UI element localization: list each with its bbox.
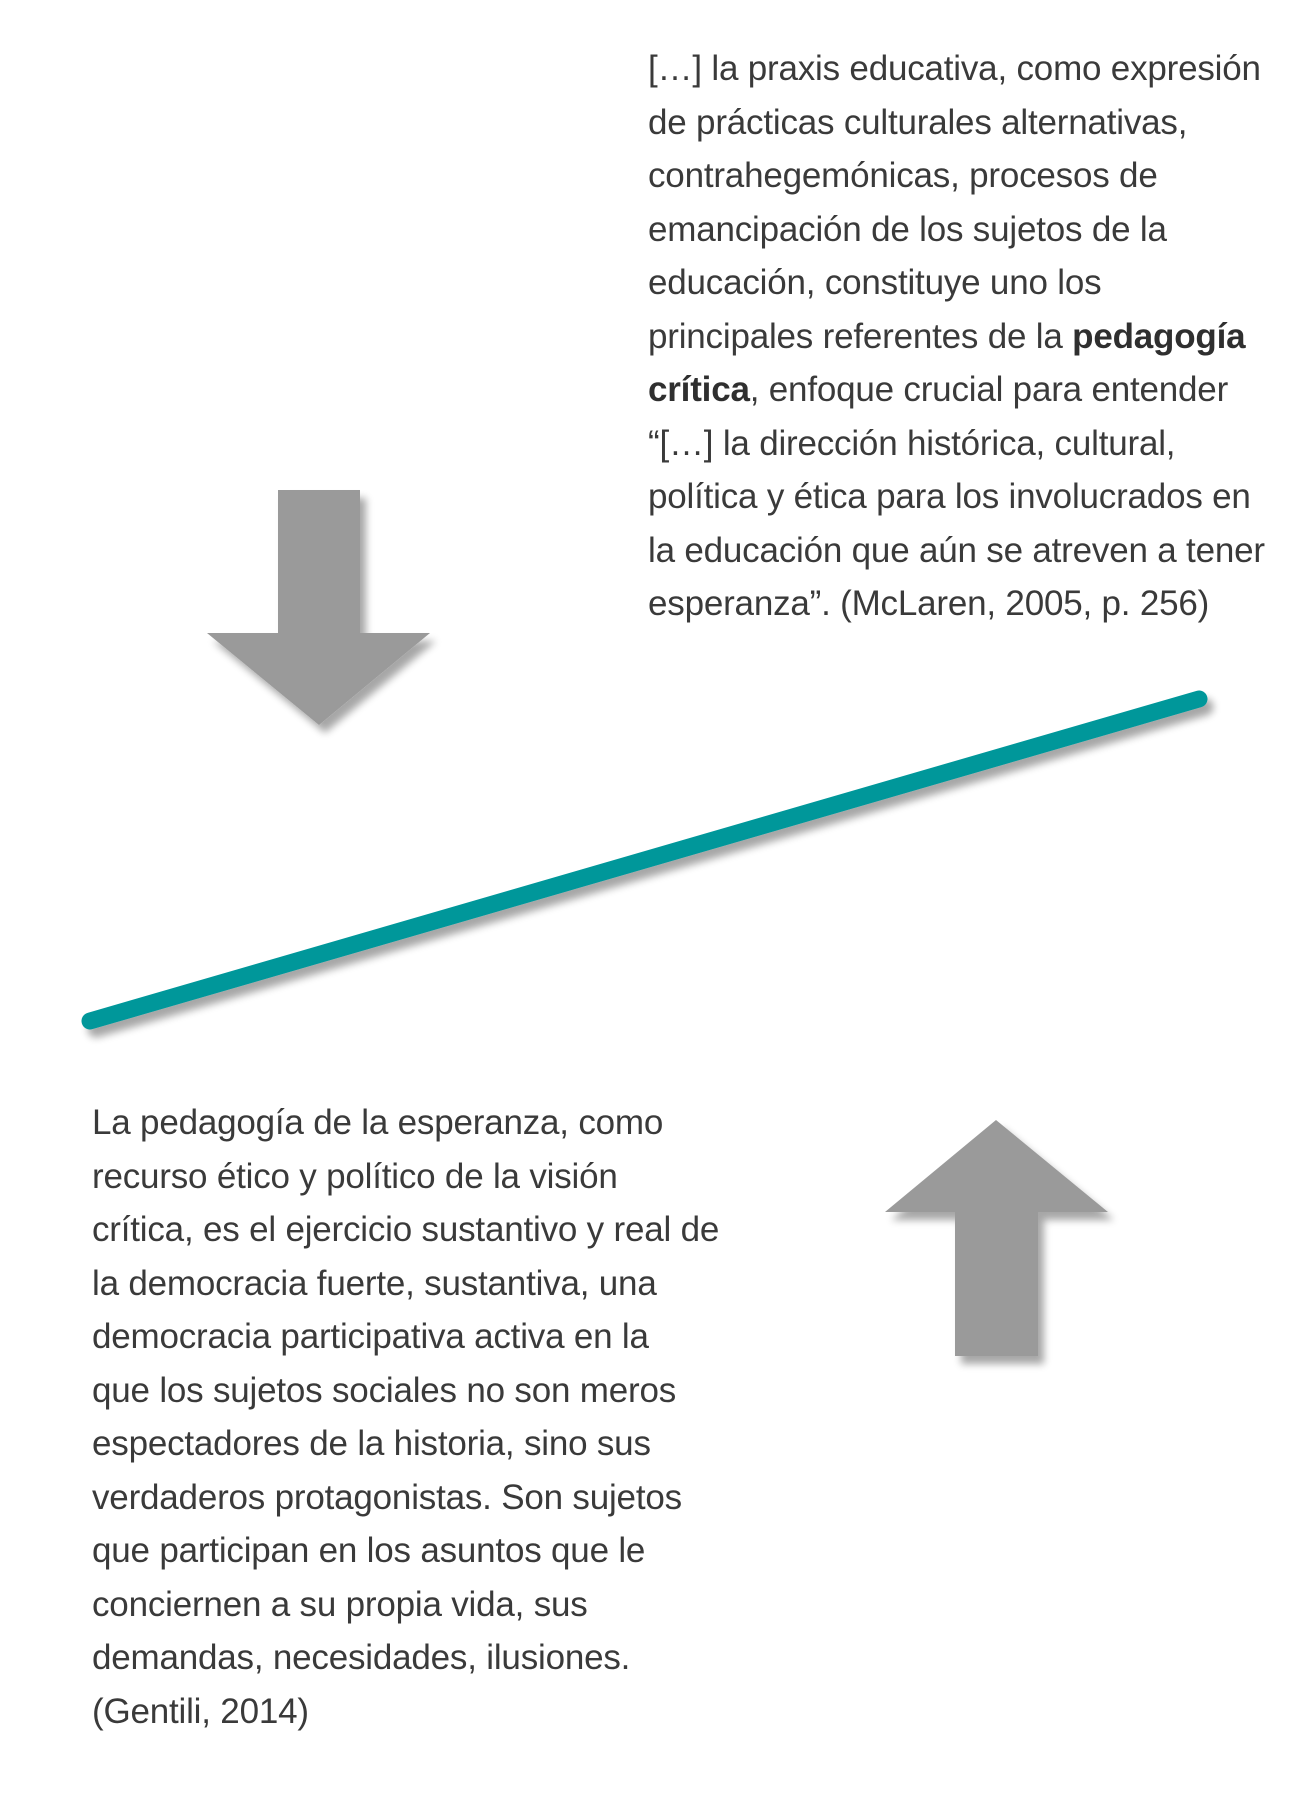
quote-line: espectadores de la historia, sino sus: [92, 1424, 651, 1463]
quote-line: que participan en los asuntos que le: [92, 1531, 646, 1570]
quote-line: demandas, necesidades, ilusiones.: [92, 1638, 631, 1677]
quote-line: emancipación de los sujetos de la: [648, 209, 1167, 249]
quote-line: La pedagogía de la esperanza, como: [92, 1103, 664, 1142]
quote-line: democracia participativa activa en la: [92, 1317, 649, 1356]
bottom-quote: [92, 1096, 720, 1738]
quote-text: principales referentes de la: [648, 316, 1073, 356]
quote-line: política y ética para los involucrados en: [648, 477, 1251, 516]
quote-line: […] la praxis educativa, como expresión: [648, 49, 1261, 88]
quote-line: conciernen a su propia vida, sus: [92, 1584, 588, 1624]
quote-line: verdaderos protagonistas. Son sujetos: [92, 1477, 682, 1517]
quote-line: recurso ético y político de la visión: [92, 1156, 618, 1196]
quote-text: , enfoque crucial para entender: [749, 370, 1229, 409]
quote-line: (Gentili, 2014): [92, 1691, 309, 1731]
quote-line: educación, constituye uno los: [648, 263, 1102, 302]
connector-line: [90, 699, 1199, 1021]
quote-line: de prácticas culturales alternativas,: [648, 102, 1188, 142]
emphasis-term: pedagogía: [1072, 316, 1246, 356]
emphasis-term: crítica: [648, 370, 750, 409]
quote-line: la educación que aún se atreven a tener: [648, 530, 1265, 570]
arrow-down-icon: [207, 490, 430, 725]
arrow-up-icon: [885, 1120, 1108, 1356]
quote-line: contrahegemónicas, procesos de: [648, 156, 1158, 195]
quote-line: esperanza”. (McLaren, 2005, p. 256): [648, 584, 1210, 623]
quote-line: que los sujetos sociales no son meros: [92, 1370, 677, 1410]
quote-line: crítica, es el ejercicio sustantivo y real de: [92, 1210, 720, 1249]
quote-line: la democracia fuerte, sustantiva, una: [92, 1263, 657, 1303]
quote-line: “[…] la dirección histórica, cultural,: [648, 423, 1176, 463]
